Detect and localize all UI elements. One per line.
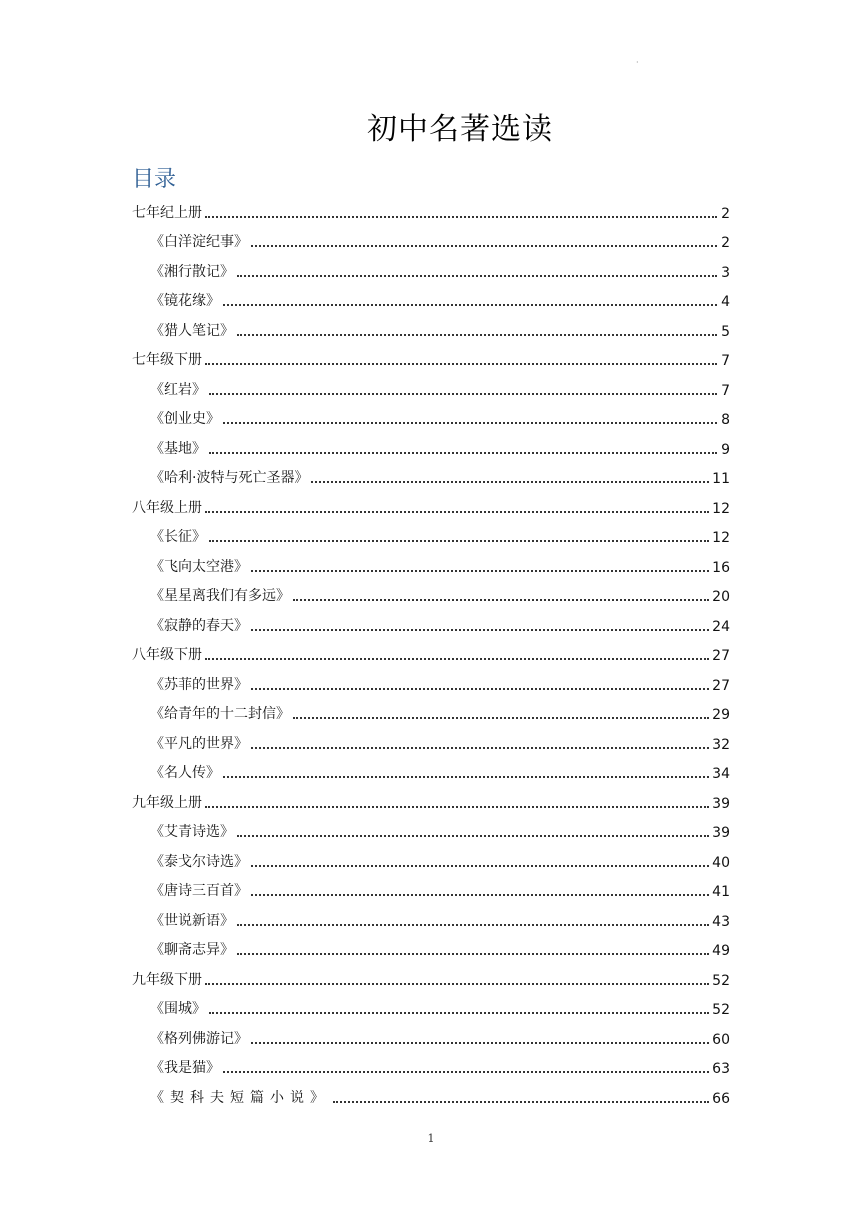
toc-entry-label: 《给青年的十二封信》 (150, 706, 290, 722)
toc-dot-leader (209, 392, 717, 395)
toc-dot-leader (251, 746, 709, 749)
toc-entry-label: 七年级下册 (132, 352, 202, 368)
toc-entry-label: 八年级上册 (132, 499, 202, 516)
toc-entry-label: 《名人传》 (150, 765, 220, 781)
toc-entry-page-number: 41 (712, 884, 730, 900)
toc-entry-label: 《平凡的世界》 (150, 735, 248, 752)
toc-entry-label: 《哈利·波特与死亡圣器》 (150, 470, 309, 486)
toc-entry[interactable] (132, 753, 730, 783)
toc-entry-label: 《苏菲的世界》 (150, 676, 248, 693)
toc-entry-page-number: 2 (721, 235, 730, 251)
toc-entry[interactable] (132, 605, 730, 635)
toc-entry[interactable] (132, 517, 730, 547)
page-number: 1 (427, 1132, 435, 1145)
toc-dot-leader (251, 244, 717, 247)
toc-dot-leader (293, 716, 709, 719)
toc-entry-label: 《飞向太空港》 (150, 558, 248, 575)
toc-entry-label: 七年纪上册 (132, 204, 202, 221)
toc-dot-leader (209, 451, 717, 454)
toc-entry[interactable] (132, 222, 730, 252)
toc-dot-leader (237, 274, 717, 277)
toc-dot-leader (205, 805, 709, 808)
toc-entry-label: 《我是猫》 (150, 1060, 220, 1076)
toc-entry-label: 《白洋淀纪事》 (150, 234, 248, 250)
toc-entry[interactable] (132, 871, 730, 901)
toc-entry[interactable] (132, 546, 730, 576)
toc-entry[interactable] (132, 930, 730, 960)
toc-dot-leader (205, 362, 717, 365)
toc-entry[interactable] (132, 782, 730, 812)
toc-entry[interactable] (132, 723, 730, 753)
toc-entry-page-number: 4 (721, 294, 730, 310)
toc-entry[interactable] (132, 812, 730, 842)
toc-entry[interactable] (132, 428, 730, 458)
toc-entry-page-number: 7 (721, 353, 730, 369)
toc-entry-label: 《聊斋志异》 (150, 942, 234, 958)
toc-entry-page-number: 24 (712, 618, 730, 635)
toc-dot-leader (205, 510, 709, 513)
toc-entry-page-number: 27 (712, 677, 730, 694)
toc-entry[interactable] (132, 1018, 730, 1048)
toc-dot-leader (251, 864, 709, 867)
toc-heading: 目录 (132, 167, 177, 192)
toc-dot-leader (237, 923, 709, 926)
toc-entry[interactable] (132, 487, 730, 517)
toc-entry[interactable] (132, 1048, 730, 1078)
toc-entry-page-number: 16 (712, 559, 730, 576)
toc-entry[interactable] (132, 192, 730, 222)
toc-entry-label: 九年级下册 (132, 971, 202, 988)
toc-dot-leader (237, 952, 709, 955)
table-of-contents (132, 192, 730, 1107)
toc-entry-page-number: 8 (721, 412, 730, 428)
toc-dot-leader (223, 1070, 709, 1073)
toc-entry-label: 《湘行散记》 (150, 263, 234, 280)
toc-entry[interactable] (132, 251, 730, 281)
toc-entry[interactable] (132, 458, 730, 488)
toc-entry-label: 《基地》 (150, 440, 206, 457)
toc-entry-label: 《格列佛游记》 (150, 1030, 248, 1047)
toc-dot-leader (251, 1041, 709, 1044)
toc-entry-page-number: 12 (712, 500, 730, 517)
toc-entry[interactable] (132, 1077, 730, 1107)
toc-entry-label: 《世说新语》 (150, 912, 234, 929)
toc-entry-page-number: 11 (712, 471, 730, 487)
toc-entry-page-number: 43 (712, 913, 730, 930)
toc-entry-label: 《镜花缘》 (150, 293, 220, 309)
toc-entry[interactable] (132, 664, 730, 694)
toc-entry-page-number: 40 (712, 854, 730, 871)
toc-dot-leader (223, 421, 717, 424)
header-mark: · (636, 58, 639, 67)
toc-entry[interactable] (132, 959, 730, 989)
toc-dot-leader (251, 687, 709, 690)
toc-entry[interactable] (132, 399, 730, 429)
toc-entry-label: 《艾青诗选》 (150, 824, 234, 840)
toc-dot-leader (223, 303, 717, 306)
toc-entry[interactable] (132, 841, 730, 871)
toc-entry-label: 《猎人笔记》 (150, 322, 234, 339)
toc-dot-leader (205, 982, 709, 985)
toc-entry[interactable] (132, 576, 730, 606)
toc-entry-label: 《契科夫短篇小说》 (150, 1089, 330, 1106)
toc-dot-leader (209, 1011, 709, 1014)
toc-dot-leader (205, 215, 717, 218)
toc-dot-leader (333, 1100, 709, 1103)
toc-dot-leader (205, 657, 709, 660)
toc-dot-leader (251, 569, 709, 572)
toc-entry-label: 《星星离我们有多远》 (150, 588, 290, 604)
toc-entry[interactable] (132, 900, 730, 930)
toc-entry-page-number: 66 (712, 1090, 730, 1107)
toc-entry-page-number: 9 (721, 441, 730, 458)
toc-entry-page-number: 49 (712, 943, 730, 959)
toc-entry[interactable] (132, 635, 730, 665)
toc-entry[interactable] (132, 694, 730, 724)
toc-dot-leader (237, 834, 709, 837)
document-title: 初中名著选读 (367, 112, 553, 147)
toc-entry-page-number: 12 (712, 530, 730, 546)
toc-entry-page-number: 27 (712, 648, 730, 664)
toc-entry-page-number: 3 (721, 264, 730, 281)
toc-entry-label: 《围城》 (150, 1001, 206, 1017)
toc-entry-label: 《长征》 (150, 529, 206, 545)
toc-entry-label: 《泰戈尔诗选》 (150, 853, 248, 870)
toc-entry-page-number: 60 (712, 1031, 730, 1048)
toc-entry-page-number: 2 (721, 205, 730, 222)
toc-entry-page-number: 63 (712, 1061, 730, 1077)
toc-entry[interactable] (132, 369, 730, 399)
toc-entry-page-number: 29 (712, 707, 730, 723)
toc-entry-page-number: 20 (712, 589, 730, 605)
toc-entry-label: 八年级下册 (132, 647, 202, 663)
toc-entry-label: 《寂静的春天》 (150, 617, 248, 634)
toc-dot-leader (251, 893, 709, 896)
toc-entry-label: 《红岩》 (150, 381, 206, 398)
toc-entry-label: 《创业史》 (150, 411, 220, 427)
toc-entry-page-number: 7 (721, 382, 730, 399)
toc-dot-leader (209, 539, 709, 542)
toc-entry-label: 《唐诗三百首》 (150, 883, 248, 899)
toc-entry[interactable] (132, 281, 730, 311)
toc-dot-leader (251, 628, 709, 631)
toc-dot-leader (293, 598, 709, 601)
toc-entry[interactable] (132, 310, 730, 340)
toc-entry-page-number: 52 (712, 1002, 730, 1018)
toc-entry[interactable] (132, 340, 730, 370)
toc-dot-leader (223, 775, 709, 778)
toc-entry-page-number: 39 (712, 795, 730, 812)
toc-entry-page-number: 52 (712, 972, 730, 989)
toc-dot-leader (237, 333, 717, 336)
toc-entry-page-number: 39 (712, 825, 730, 841)
toc-entry-page-number: 34 (712, 766, 730, 782)
toc-entry-label: 九年级上册 (132, 794, 202, 811)
toc-dot-leader (311, 480, 709, 483)
toc-entry[interactable] (132, 989, 730, 1019)
toc-entry-page-number: 5 (721, 323, 730, 340)
toc-entry-page-number: 32 (712, 736, 730, 753)
